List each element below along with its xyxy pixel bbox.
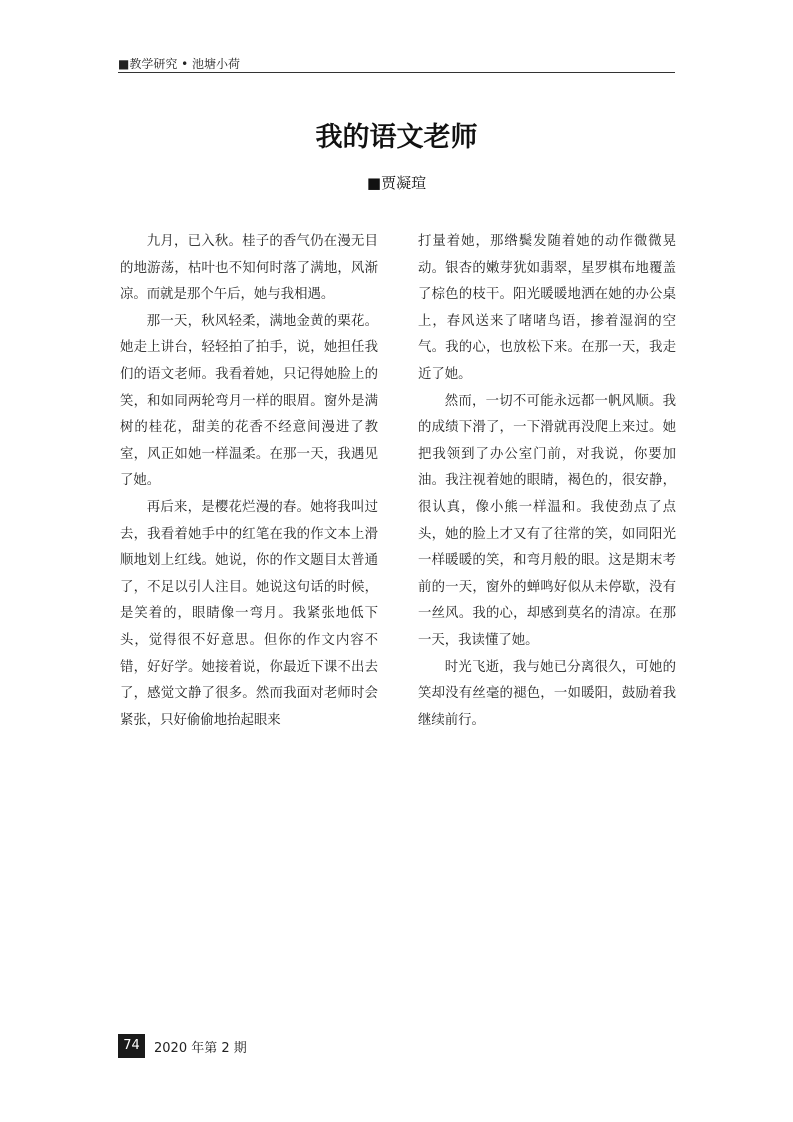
paragraph: 时光飞逝，我与她已分离很久，可她的笑却没有丝毫的褪色，一如暖阳，鼓励着我继续前行。: [418, 659, 676, 728]
article-author: ■贾凝瑄: [366, 174, 427, 192]
article-title: 我的语文老师: [315, 122, 478, 153]
issue-label: 2020 年第 2 期: [154, 1040, 247, 1056]
paragraph-continued: 打量着她，那绺鬓发随着她的动作微微晃动。银杏的嫩芽犹如翡翠，星罗棋布地覆盖了棕色的枝干。阳光暖暖地洒在她的办公桌上，春风送来了啫啫鸟语，掺着湿润的空气。我的心，也放松下来。在那一天，我走近了她。: [418, 234, 676, 382]
right-text-column: [418, 229, 676, 734]
paragraph: 那一天，秋风轻柔，满地金黄的栗花。她走上讲台，轻轻拍了拍手，说，她担任我们的语文老师。我看着她，只记得她脸上的笑，和如同两轮弯月一样的眼眉。窗外是满树的桂花，甜美的花香不经意间漫进了教室，风正如她一样温柔。在那一天，我遇见了她。: [120, 313, 378, 489]
section-header: ■教学研究 • 池塘小荷: [118, 57, 241, 71]
header-divider: [118, 72, 675, 73]
left-text-column: [120, 229, 378, 734]
paragraph: 九月，已入秋。桂子的香气仍在漫无目的地游荡，枯叶也不知何时落了满地，风渐凉。而就是那个午后，她与我相遇。: [120, 234, 378, 303]
paragraph: 再后来，是樱花烂漫的春。她将我叫过去，我看着她手中的红笔在我的作文本上滑顺地划上红线。她说，你的作文题目太普通了，不足以引人注目。她说这句话的时候，是笑着的，眼睛像一弯月。我紧张地低下头，觉得很不好意思。但你的作文内容不错，好好学。她接着说，你最近下课不出去了，感觉文静了很多。然而我面对老师时会紧张，只好偷偷地抬起眼来: [120, 499, 378, 728]
paragraph: 然而，一切不可能永远都一帆风顺。我的成绩下滑了，一下滑就再没爬上来过。她把我领到了办公室门前，对我说，你要加油。我注视着她的眼睛，褐色的，很安静，很认真，像小熊一样温和。我使劲点了点头，她的脸上才又有了往常的笑，如同阳光一样暖暖的笑，和弯月般的眼。这是期末考前的一天，窗外的蝉鸣好似从未停歇，没有一丝风。我的心，却感到莫名的清凉。在那一天，我读懂了她。: [418, 393, 676, 648]
page-footer: [118, 1034, 247, 1058]
page-number: 74: [118, 1034, 145, 1058]
